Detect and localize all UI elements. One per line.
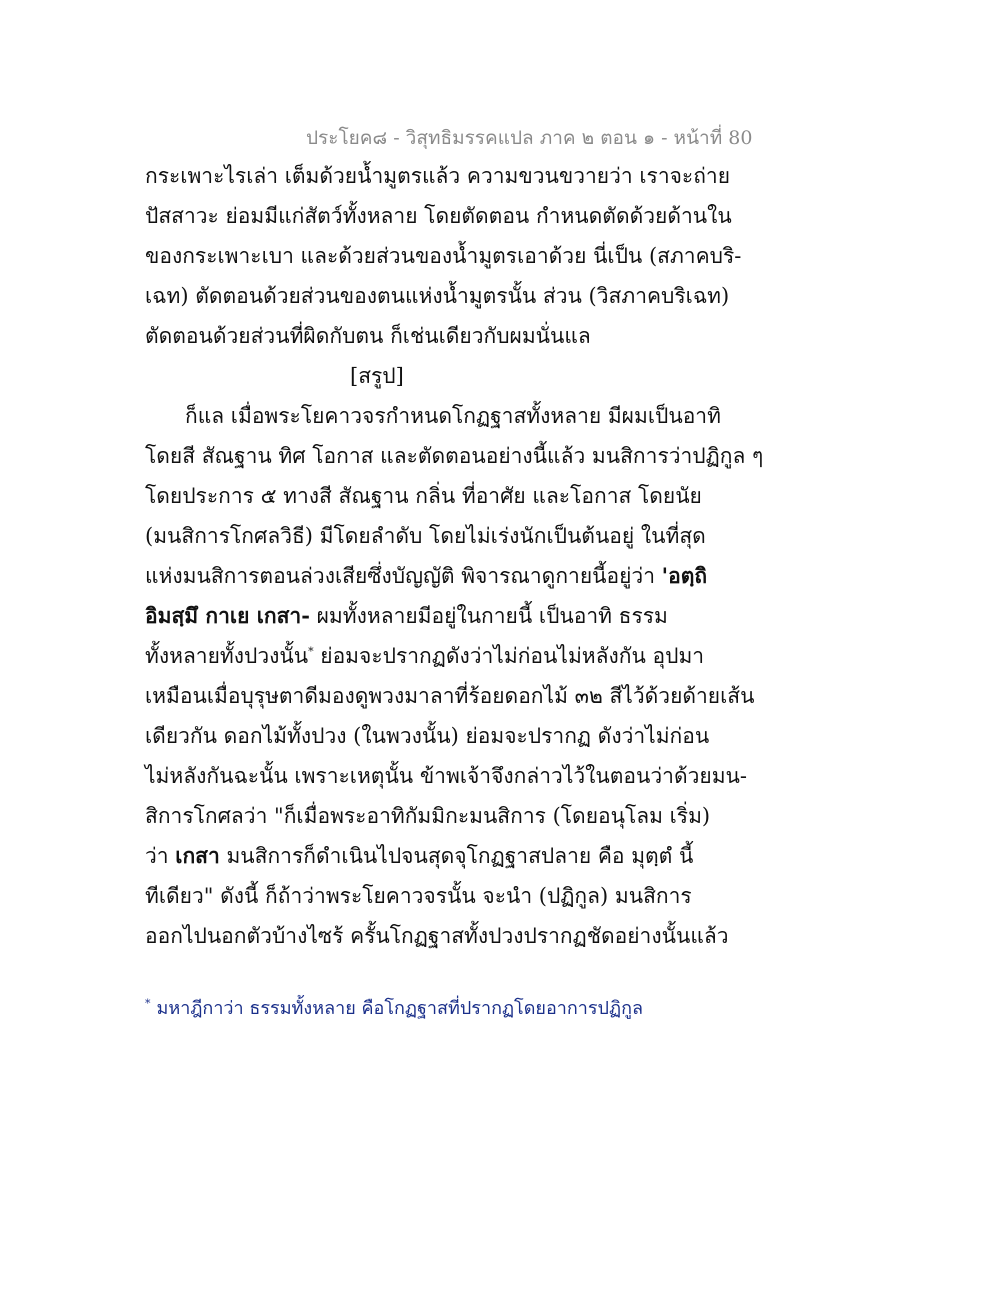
footnote — [145, 993, 765, 1022]
text-span: ผมทั้งหลายมีอยู่ในกายนี้ เป็นอาทิ ธรรม — [309, 604, 668, 628]
pali-quote: อิมสฺมึ กาเย เกสา- — [145, 603, 310, 628]
text-line: เฉท) ตัดตอนด้วยส่วนของตนแห่งน้ำมูตรนั้น ส่วน (วิสภาคบริเฉท) — [145, 284, 730, 308]
pali-term: เกสา — [175, 843, 220, 868]
text-line: ปัสสาวะ ย่อมมีแก่สัตว์ทั้งหลาย โดยตัดตอน กำหนดตัดด้วยด้านใน — [145, 204, 732, 228]
text-line — [145, 556, 745, 596]
text-line: โดยประการ ๕ ทางสี สัณฐาน กลิ่น ที่อาศัย และโอกาส โดยนัย — [145, 484, 702, 508]
footnote-text: มหาฎีกาว่า ธรรมทั้งหลาย คือโกฏฐาสที่ปรากฏโดยอาการปฏิกูล — [156, 998, 643, 1019]
footnote-reference: * — [308, 645, 314, 658]
pali-quote: 'อตฺถิ — [661, 563, 708, 588]
text-line: โดยสี สัณฐาน ทิศ โอกาส และตัดตอนอย่างนี้แล้ว มนสิการว่าปฏิกูล ๆ — [145, 444, 764, 468]
text-line: ก็แล เมื่อพระโยคาวจรกำหนดโกฏฐาสทั้งหลาย มีผมเป็นอาทิ — [185, 404, 721, 428]
running-header: ประโยค๘ - วิสุทธิมรรคแปล ภาค ๒ ตอน ๑ - หน้าที่ 80 — [306, 127, 753, 149]
text-line: เหมือนเมื่อบุรุษตาดีมองดูพวงมาลาที่ร้อยดอกไม้ ๓๒ สีไว้ด้วยด้ายเส้น — [145, 684, 755, 708]
text-span: ทั้งหลายทั้งปวงนั้น — [145, 644, 309, 668]
text-span: แห่งมนสิการตอนล่วงเสียซึ่งบัญญัติ พิจารณาดูกายนี้อยู่ว่า — [145, 564, 662, 588]
section-heading: [สรูป] — [350, 364, 404, 388]
body-text — [145, 156, 764, 956]
text-span: ว่า — [145, 844, 176, 868]
text-span: ย่อมจะปรากฏดังว่าไม่ก่อนไม่หลังกัน อุปมา — [313, 644, 705, 668]
footnote-mark: * — [145, 997, 151, 1010]
text-line: ออกไปนอกตัวบ้างไซร้ ครั้นโกฏฐาสทั้งปวงปรากฏชัดอย่างนั้นแล้ว — [145, 924, 729, 948]
text-line: ของกระเพาะเบา และด้วยส่วนของน้ำมูตรเอาด้วย นี่เป็น (สภาคบริ- — [145, 244, 742, 268]
text-line: ไม่หลังกันฉะนั้น เพราะเหตุนั้น ข้าพเจ้าจึงกล่าวไว้ในตอนว่าด้วยมน- — [145, 764, 747, 788]
text-line: เดียวกัน ดอกไม้ทั้งปวง (ในพวงนั้น) ย่อมจะปรากฏ ดังว่าไม่ก่อน — [145, 724, 710, 748]
text-line: สิการโกศลว่า "ก็เมื่อพระอาทิกัมมิกะมนสิการ (โดยอนุโลม เริ่ม) — [145, 804, 711, 828]
text-line: กระเพาะไรเล่า เต็มด้วยน้ำมูตรแล้ว ความขวนขวายว่า เราจะถ่าย — [145, 164, 731, 188]
text-line — [145, 596, 745, 636]
text-line: ทีเดียว" ดังนี้ ก็ถ้าว่าพระโยคาวจรนั้น จะนำ (ปฏิกูล) มนสิการ — [145, 884, 692, 908]
text-span: มนสิการก็ดำเนินไปจนสุดจุโกฏฐาสปลาย คือ มุตฺตํ นี้ — [219, 844, 694, 868]
text-line — [145, 636, 745, 676]
text-line — [145, 836, 745, 876]
text-line: (มนสิการโกศลวิธี) มีโดยลำดับ โดยไม่เร่งนักเป็นต้นอยู่ ในที่สุด — [145, 524, 706, 548]
text-line: ตัดตอนด้วยส่วนที่ผิดกับตน ก็เช่นเดียวกับผมนั่นแล — [145, 324, 591, 348]
